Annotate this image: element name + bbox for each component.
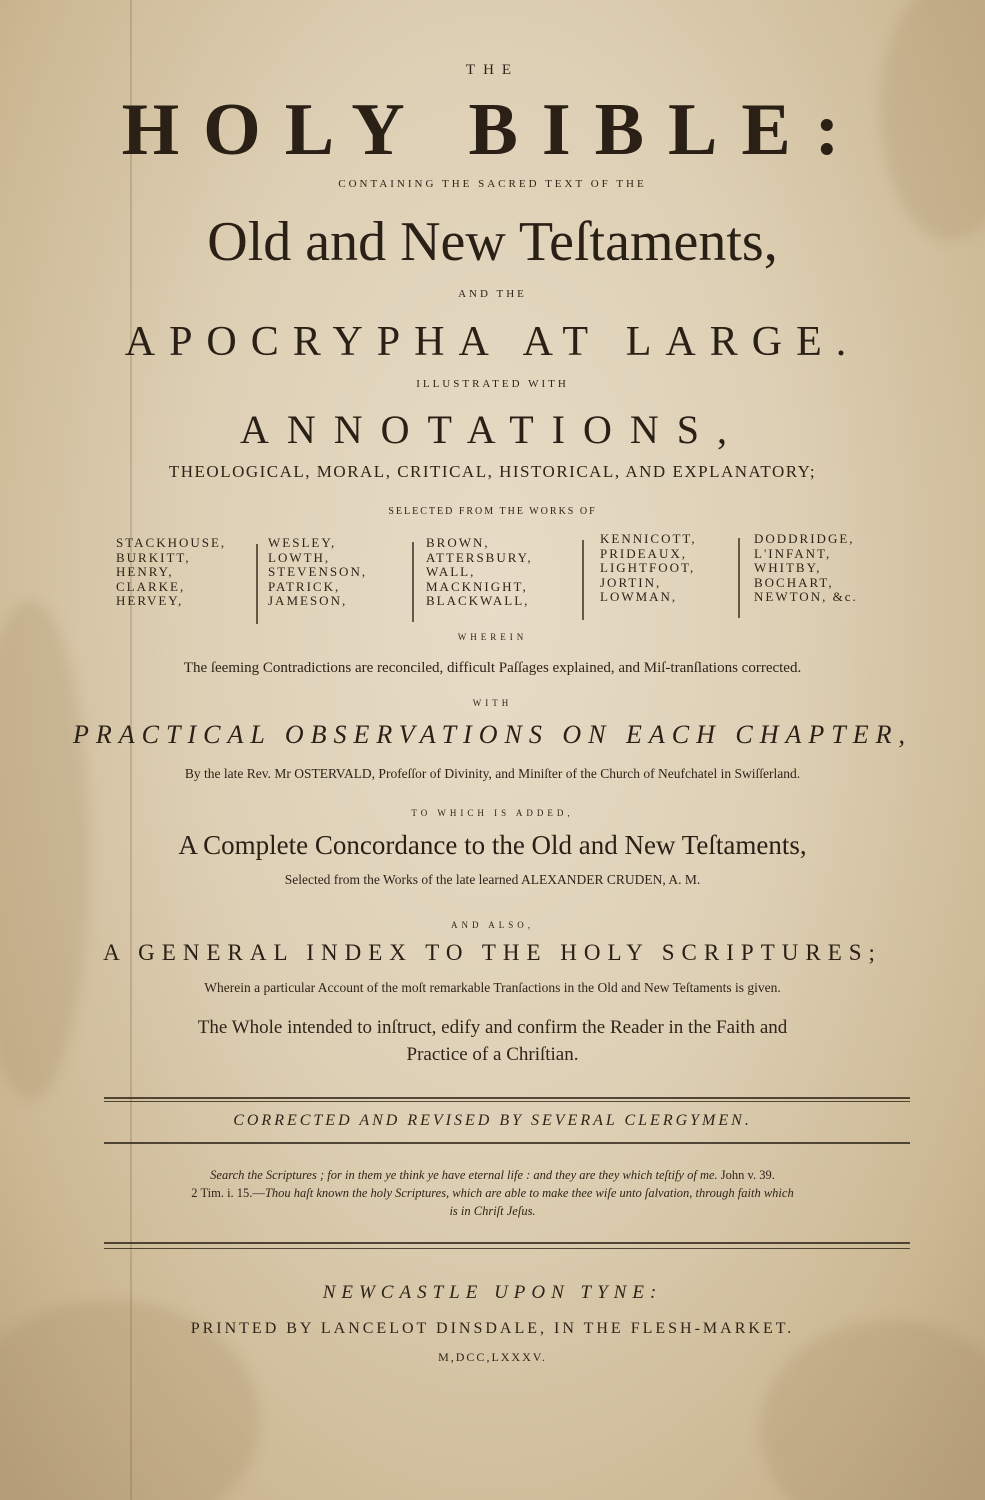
corrected-line: CORRECTED AND REVISED BY SEVERAL CLERGYMEN. (233, 1112, 752, 1129)
imprint-printer: PRINTED BY LANCELOT DINSDALE, IN THE FLESH-MARKET. (190, 1320, 795, 1337)
column-divider (738, 538, 740, 618)
column-divider (256, 544, 258, 624)
and-the-line: AND THE (458, 288, 527, 300)
containing-line: CONTAINING THE SACRED TEXT OF THE (338, 178, 647, 190)
author-name: BROWN, (426, 535, 490, 550)
author-column (426, 536, 533, 609)
author-name: PATRICK, (268, 578, 341, 594)
author-name: BLACKWALL, (426, 593, 530, 608)
author-name: BOCHART, (754, 574, 834, 590)
author-name: WESLEY, (268, 535, 337, 550)
author-name: STEVENSON, (268, 564, 368, 579)
with-line: WITH (472, 698, 513, 708)
whole-intended-line: The Whole intended to inſtruct, edify and confirm the Reader in the Faith and (197, 1017, 788, 1038)
quote-line: is in Chriſt Jeſus. (449, 1204, 536, 1218)
whole-intended-block (0, 1014, 985, 1068)
author-name: LOWMAN, (600, 589, 678, 604)
rule-line (104, 1242, 910, 1244)
author-name: STACKHOUSE, (116, 535, 227, 550)
author-name: HENRY, (116, 564, 174, 579)
and-also-line: AND ALSO, (450, 920, 534, 930)
rule-line (104, 1248, 910, 1249)
wherein-line: WHEREIN (457, 632, 528, 642)
author-column (600, 532, 697, 605)
annotation-types: THEOLOGICAL, MORAL, CRITICAL, HISTORICAL, AND EXPLANATORY; (168, 462, 817, 481)
author-name: DODDRIDGE, (754, 531, 855, 546)
column-divider (582, 540, 584, 620)
rule-line (104, 1142, 910, 1144)
author-columns (116, 531, 886, 626)
cruden-line: Selected from the Works of the late learned ALEXANDER CRUDEN, A. M. (284, 872, 701, 887)
author-name: NEWTON, &c. (754, 589, 858, 604)
annotations-title: ANNOTATIONS, (239, 407, 745, 452)
to-which-line: TO WHICH IS ADDED, (411, 808, 574, 818)
title-the: THE (465, 62, 520, 78)
testaments-title: Old and New Teſtaments, (207, 211, 778, 273)
author-name: JORTIN, (600, 574, 662, 590)
author-name: L'INFANT, (754, 545, 832, 561)
practical-observations-title: PRACTICAL OBSERVATIONS ON EACH CHAPTER, (73, 720, 912, 749)
quote-text: Thou haſt known the holy Scriptures, which are able to make thee wiſe unto ſalvation, through faith which (264, 1186, 794, 1200)
ostervald-line: By the late Rev. Mr OSTERVALD, Profeſſor of Divinity, and Miniſter of the Church of Neufchatel in Swiſſerland. (184, 766, 801, 781)
apocrypha-title: APOCRYPHA AT LARGE. (124, 319, 861, 365)
author-name: LOWTH, (268, 549, 331, 565)
quote-reference: 2 Tim. i. 15.— (191, 1186, 265, 1200)
author-name: KENNICOTT, (600, 531, 697, 546)
contradictions-line: The ſeeming Contradictions are reconciled, difficult Paſſages explained, and Miſ-tranſlations corrected. (183, 660, 802, 676)
author-name: LIGHTFOOT, (600, 560, 696, 575)
scripture-quotes (0, 1166, 985, 1220)
author-name: JAMESON, (268, 593, 348, 608)
illustrated-line: ILLUSTRATED WITH (416, 378, 569, 390)
imprint-year: M,DCC,LXXXV. (438, 1350, 547, 1364)
quote-line (0, 1166, 985, 1184)
author-name: BURKITT, (116, 549, 191, 565)
quote-text: Search the Scriptures ; for in them ye think ye have eternal life : and they are they which teſtify of me. (210, 1168, 718, 1182)
author-column (268, 536, 367, 609)
quote-reference: John v. 39. (720, 1168, 775, 1182)
rule-line (104, 1101, 910, 1102)
paper-stain (760, 1320, 985, 1500)
imprint-place: NEWCASTLE UPON TYNE: (322, 1282, 663, 1303)
author-name: CLARKE, (116, 578, 186, 594)
author-column (116, 536, 226, 609)
column-divider (412, 542, 414, 622)
whole-intended-line: Practice of a Chriſtian. (406, 1044, 579, 1065)
rule-line (104, 1097, 910, 1099)
author-name: WHITBY, (754, 560, 822, 575)
author-name: MACKNIGHT, (426, 578, 528, 594)
author-column (754, 532, 858, 605)
general-index-description: Wherein a particular Account of the moſt remarkable Tranſactions in the Old and New Teſtaments is given. (204, 980, 781, 995)
main-title: HOLY BIBLE: (121, 89, 864, 171)
quote-line (0, 1184, 985, 1202)
author-name: HERVEY, (116, 593, 184, 608)
author-name: ATTERSBURY, (426, 549, 533, 565)
general-index-title: A GENERAL INDEX TO THE HOLY SCRIPTURES; (103, 940, 882, 965)
author-name: WALL, (426, 564, 476, 579)
concordance-title: A Complete Concordance to the Old and New Teſtaments, (178, 830, 807, 860)
author-name: PRIDEAUX, (600, 545, 687, 561)
selected-from-line: SELECTED FROM THE WORKS OF (388, 506, 597, 517)
